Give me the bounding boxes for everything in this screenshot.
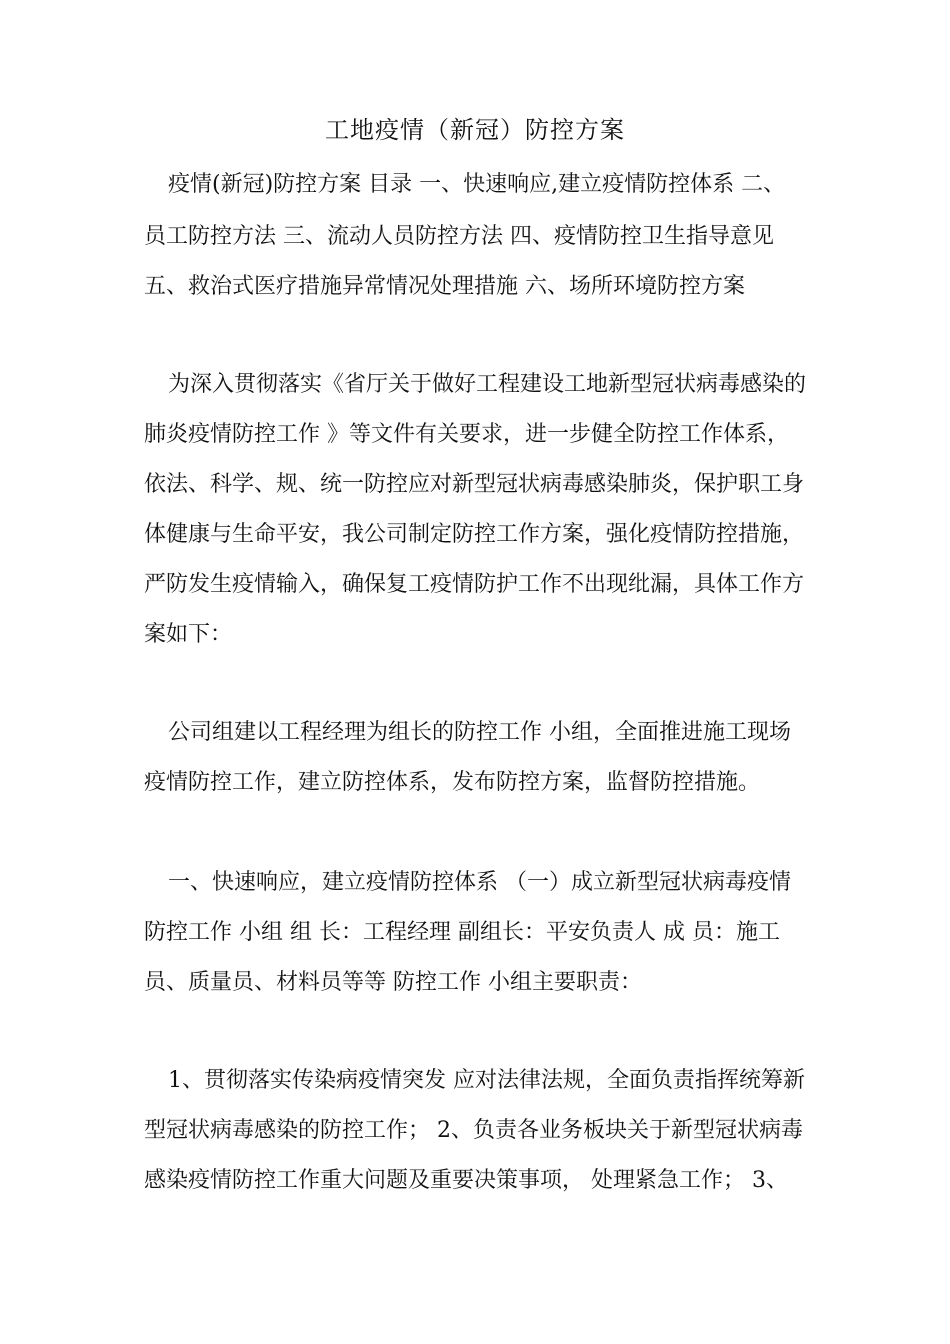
toc-line: 五、救治式医疗措施异常情况处理措施 六、场所环境防控方案 [144,274,745,299]
toc-line: 疫情(新冠)防控方案 目录 一、快速响应,建立疫情防控体系 二、 [168,172,786,197]
paragraph-line: 防控工作 小组 组 长：工程经理 副组长：平安负责人 成 员：施工 [144,920,780,945]
paragraph-line: 案如下： [144,622,233,647]
paragraph-line: 公司组建以工程经理为组长的防控工作 小组，全面推进施工现场 [168,720,791,745]
paragraph-line: 体健康与生命平安，我公司制定防控工作方案，强化疫情防控措施， [144,522,805,547]
paragraph-line: 肺炎疫情防控工作 》等文件有关要求，进一步健全防控工作体系， [144,422,789,447]
paragraph-line: 依法、科学、规、统一防控应对新型冠状病毒感染肺炎，保护职工身 [144,472,805,497]
paragraph-line: 1、贯彻落实传染病疫情突发 应对法律法规，全面负责指挥统筹新 [168,1068,805,1093]
section-heading-line: 一、快速响应，建立疫情防控体系 （一）成立新型冠状病毒疫情 [168,870,791,895]
paragraph-line: 严防发生疫情输入，确保复工疫情防护工作不出现纰漏，具体工作方 [144,572,805,597]
document-title: 工地疫情（新冠）防控方案 [325,116,625,144]
paragraph-line: 型冠状病毒感染的防控工作； 2、负责各业务板块关于新型冠状病毒 [144,1118,803,1143]
paragraph-line: 员、质量员、材料员等等 防控工作 小组主要职责： [144,970,642,995]
paragraph-line: 感染疫情防控工作重大问题及重要决策事项， 处理紧急工作； 3、 [144,1168,788,1193]
paragraph-line: 疫情防控工作，建立防控体系，发布防控方案，监督防控措施。 [144,770,761,795]
paragraph-line: 为深入贯彻落实《省厅关于做好工程建设工地新型冠状病毒感染的 [168,372,807,397]
toc-line: 员工防控方法 三、流动人员防控方法 四、疫情防控卫生指导意见 [144,224,774,249]
